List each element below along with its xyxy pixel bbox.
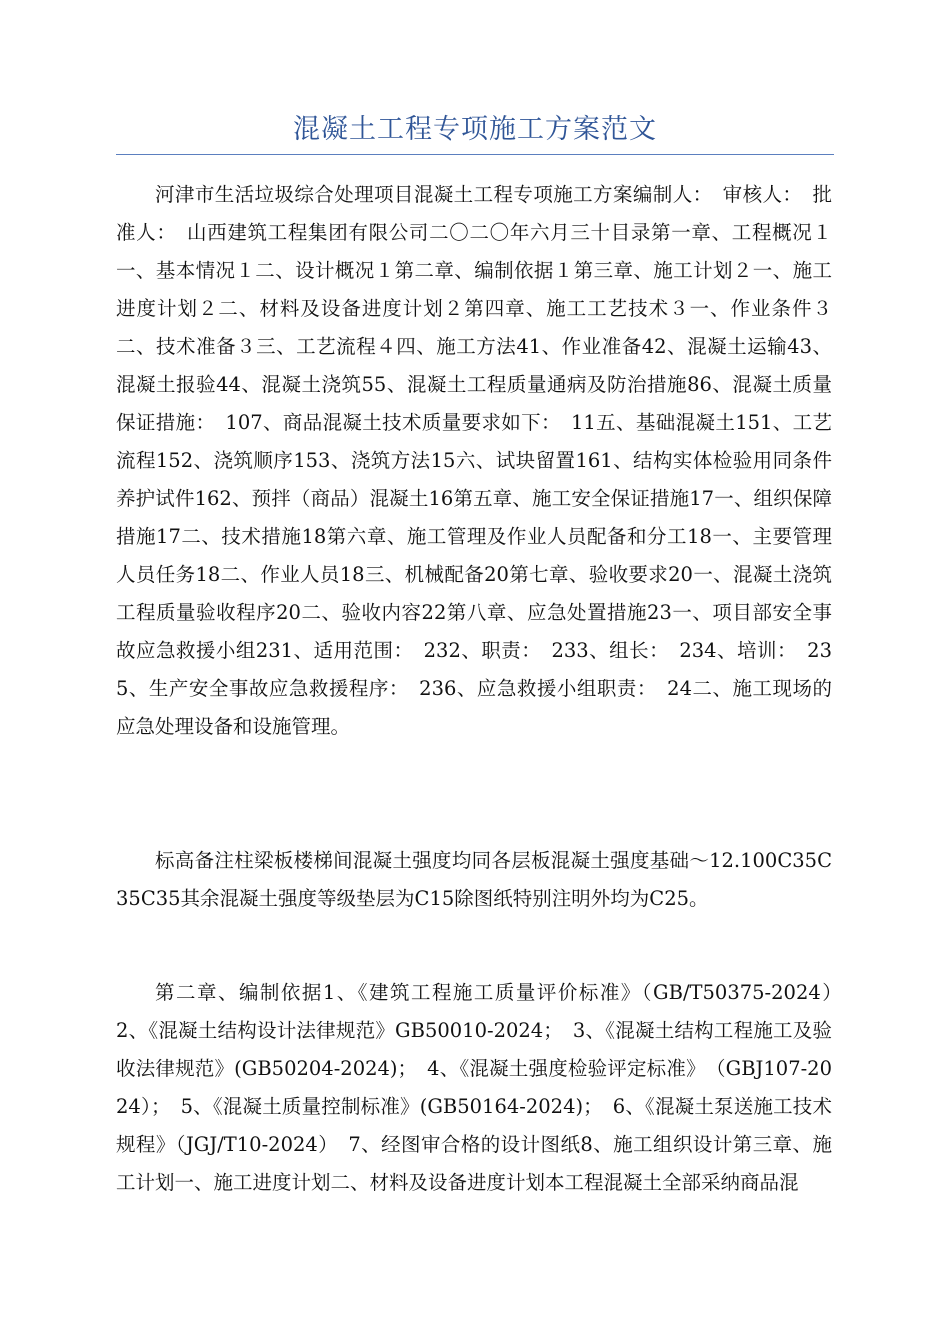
paragraph-table-of-contents: 河津市生活垃圾综合处理项目混凝土工程专项施工方案编制人： 审核人： 批准人： 山西建筑工程集团有限公司二〇二〇年六月三十目录第一章、工程概况１一、基本情况１二、设计概况１第二章、编制依据１第三章、施工计划２一、施工进度计划２二、材料及设备进度计划２第四章、施工工艺技术３一、作业条件３二、技术准备３三、工艺流程４四、施工方法41、作业准备42、混凝土运输43、混凝土报验44、混凝土浇筑55、混凝土工程质量通病及防治措施86、混凝土质量保证措施： 107、商品混凝土技术质量要求如下： 11五、基础混凝土151、工艺流程152、浇筑顺序153、浇筑方法15六、试块留置161、结构实体检验用同条件养护试件162、预拌（商品）混凝土16第五章、施工安全保证措施17一、组织保障措施17二、技术措施18第六章、施工管理及作业人员配备和分工18一、主要管理人员任务18二、作业人员18三、机械配备20第七章、验收要求20一、混凝土浇筑工程质量验收程序20二、验收内容22第八章、应急处置措施23一、项目部安全事故应急救援小组231、适用范围： 232、职责： 233、组长： 234、培训： 235、生产安全事故应急救援程序： 236、应急救援小组职责： 24二、施工现场的应急处理设备和设施管理。 bbox=[116, 183, 832, 738]
paragraph-compilation-basis: 第二章、编制依据1、《建筑工程施工质量评价标准》（GB/T50375-2024） 2、《混凝土结构设计法律规范》GB50010-2024； 3、《混凝土结构工程施工及验收法律规范》(GB50204-2024)； 4、《混凝土强度检验评定标准》 （GBJ107-2024）； 5、《混凝土质量控制标准》(GB50164-2024)； 6、《混凝土泵送施工技术规程》（JGJ/T10-2024） 7、经图审合格的设计图纸8、施工组织设计第三章、施工计划一、施工进度计划二、材料及设备进度计划本工程混凝土全部采纳商品混 bbox=[116, 981, 852, 1194]
title-underline bbox=[116, 154, 834, 155]
paragraph-concrete-strength: 标高备注柱梁板楼梯间混凝土强度均同各层板混凝土强度基础～12.100C35C35C35其余混凝土强度等级垫层为C15除图纸特别注明外均为C25。 bbox=[116, 849, 832, 910]
document-title: 混凝土工程专项施工方案范文 bbox=[293, 114, 657, 145]
